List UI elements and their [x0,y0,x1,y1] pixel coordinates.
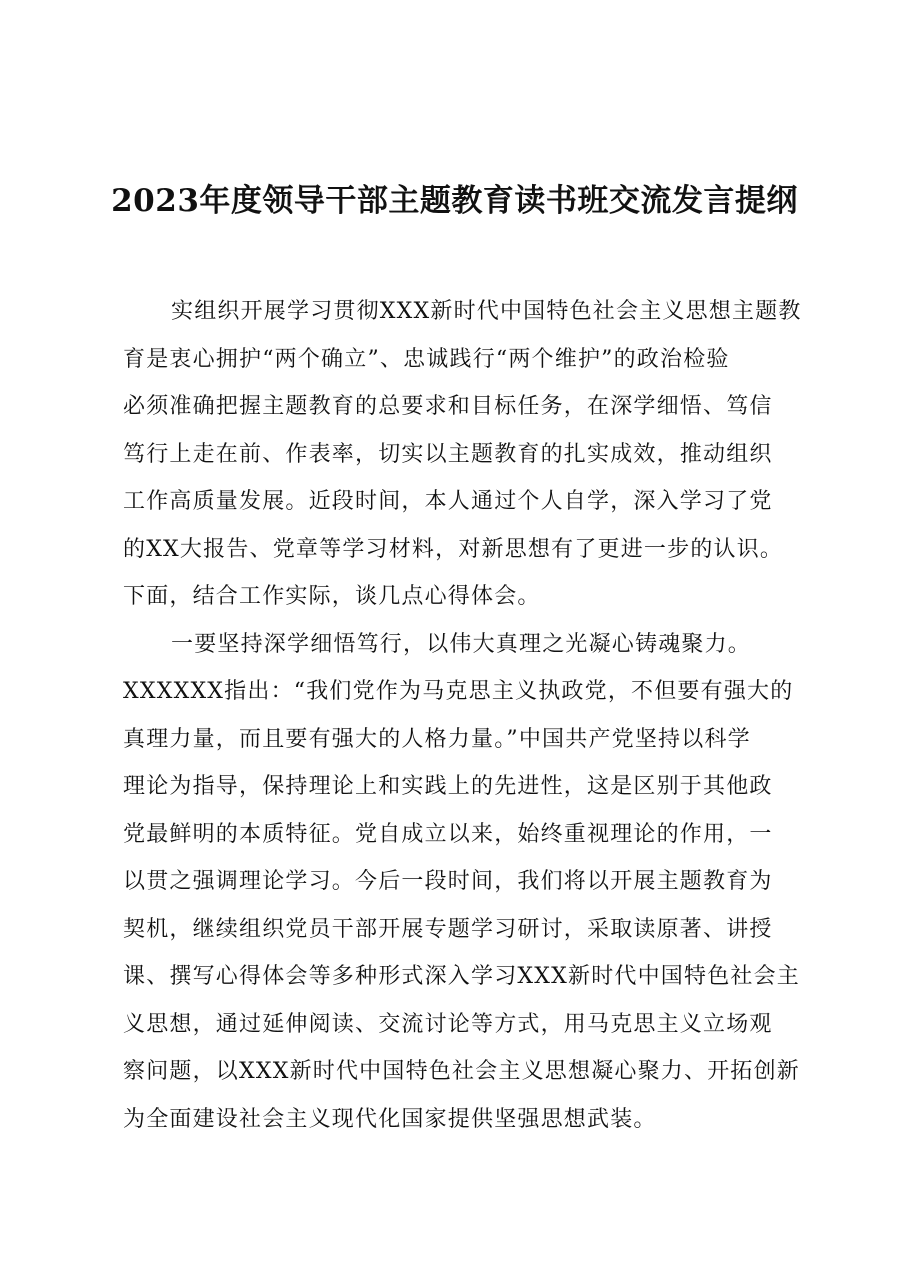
body-line: 理论为指导，保持理论上和实践上的先进性，这是区别于其他政 [123,774,773,799]
document-body [123,288,823,1143]
body-line: XXXXXX指出：“我们党作为马克思主义执政党，不但要有强大的 [123,679,794,704]
body-line: 党最鲜明的本质特征。党自成立以来，始终重视理论的作用，一 [123,821,773,847]
body-line: 真理力量，而且要有强大的人格力量。”中国共产党坚持以科学 [123,726,751,752]
body-line: 课、撰写心得体会等多种形式深入学习XXX新时代中国特色社会主 [123,964,800,989]
body-line: 一要坚持深学细悟笃行，以伟大真理之光凝心铸魂聚力。 [171,631,752,657]
body-line: 义思想，通过延伸阅读、交流讨论等方式，用马克思主义立场观 [123,1011,773,1037]
document-title: 2023年度领导干部主题教育读书班交流发言提纲 [111,183,798,219]
body-line: 察问题，以XXX新时代中国特色社会主义思想凝心聚力、开拓创新 [123,1059,800,1084]
body-line: 以贯之强调理论学习。今后一段时间，我们将以开展主题教育为 [123,869,773,894]
body-line: 下面，结合工作实际，谈几点心得体会。 [123,584,541,609]
body-line: 的XX大报告、党章等学习材料，对新思想有了更进一步的认识。 [123,536,784,562]
body-line: 契机，继续组织党员干部开展专题学习研讨，采取读原著、讲授 [123,916,773,942]
body-line: 笃行上走在前、作表率，切实以主题教育的扎实成效，推动组织 [123,441,773,467]
body-line: 实组织开展学习贯彻XXX新时代中国特色社会主义思想主题教 [171,299,802,324]
body-line: 育是衷心拥护“两个确立”、忠诚践行“两个维护”的政治检验 [123,346,730,372]
body-line: 工作高质量发展。近段时间，本人通过个人自学，深入学习了党 [123,489,773,514]
body-line: 为全面建设社会主义现代化国家提供坚强思想武装。 [123,1106,657,1132]
body-line: 必须准确把握主题教育的总要求和目标任务，在深学细悟、笃信 [123,394,773,419]
